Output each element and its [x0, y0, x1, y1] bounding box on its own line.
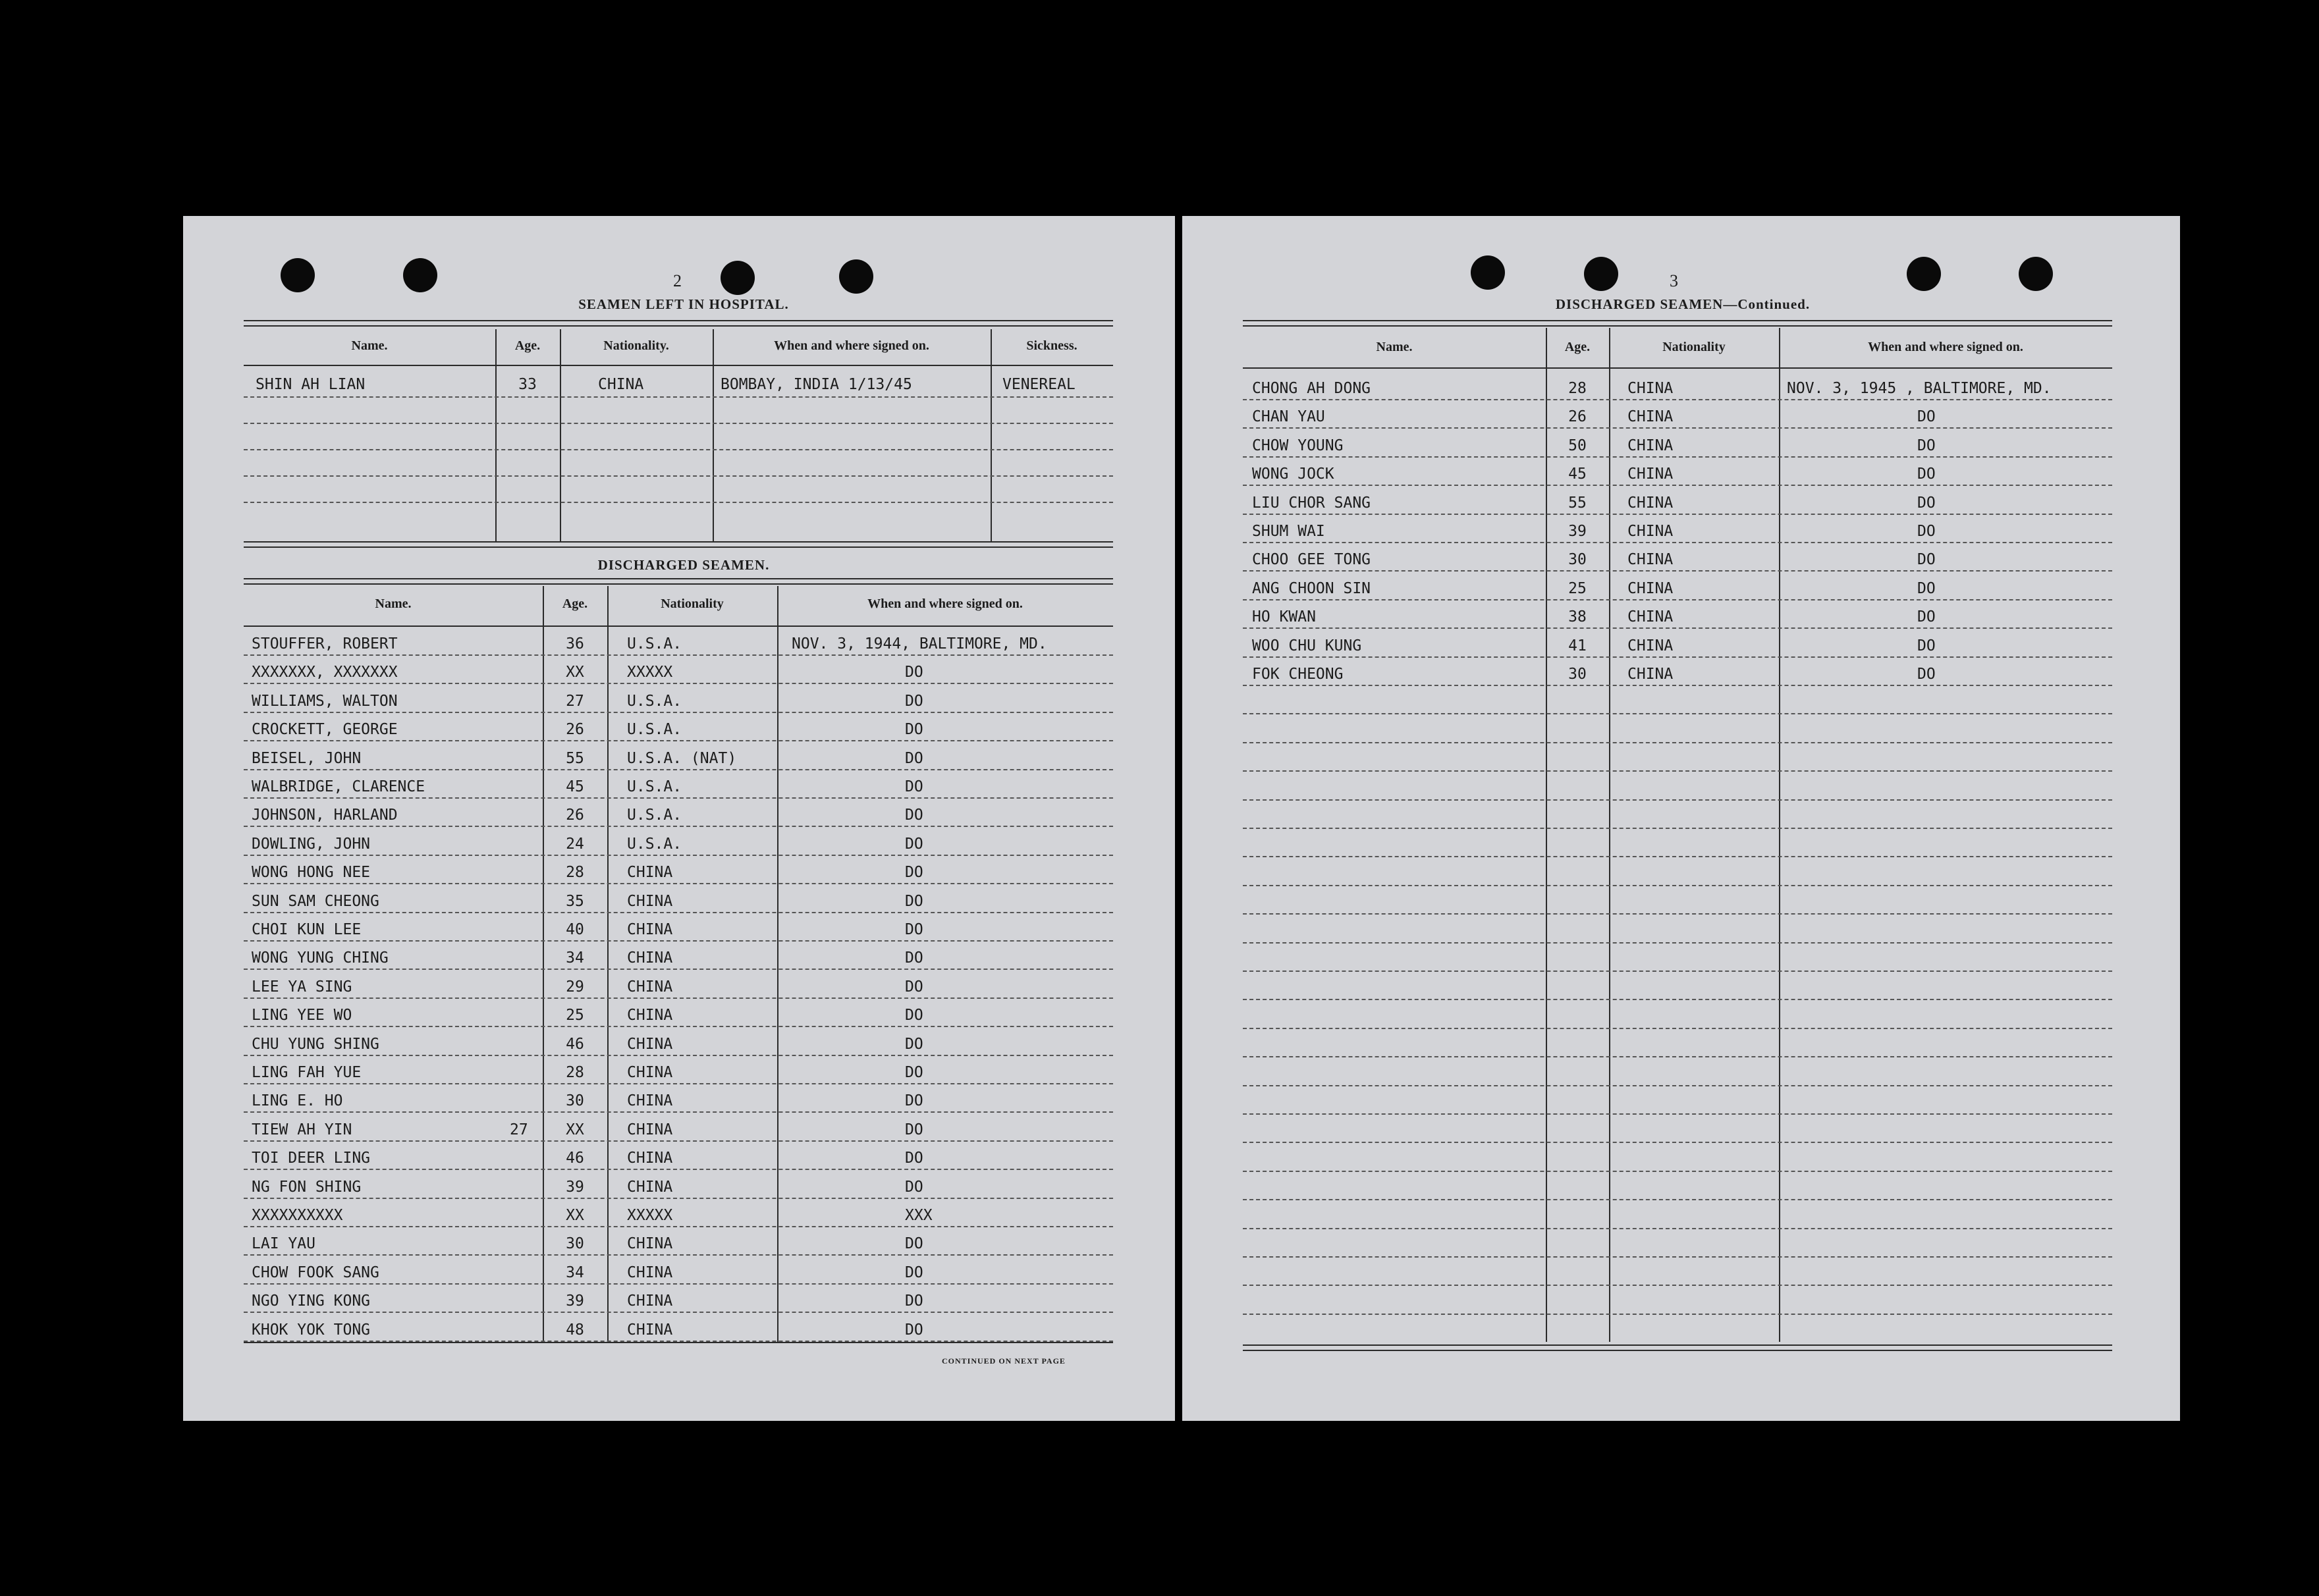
- seaman-age: 34: [566, 949, 584, 967]
- seaman-signed-on: DO: [905, 1007, 923, 1024]
- seaman-signed-on: DO: [905, 978, 923, 996]
- row-rule: [244, 998, 1113, 999]
- seaman-name: SHUM WAI: [1252, 523, 1325, 540]
- hospital-name: SHIN AH LIAN: [256, 376, 366, 393]
- seaman-age: XX: [566, 1207, 584, 1224]
- seaman-nationality: CHINA: [627, 1064, 673, 1081]
- punch-hole: [2019, 257, 2053, 291]
- seaman-nationality: CHINA: [627, 1150, 673, 1167]
- row-rule: [244, 1254, 1113, 1256]
- row-rule: [244, 1083, 1113, 1084]
- row-rule: [1243, 485, 2112, 486]
- seaman-signed-on: DO: [905, 721, 923, 738]
- row-rule: [1243, 1256, 2112, 1258]
- seaman-name: TIEW AH YIN: [252, 1121, 352, 1138]
- seaman-name: JOHNSON, HARLAND: [252, 807, 398, 824]
- seaman-signed-on: DO: [1917, 551, 1936, 568]
- seaman-nationality: CHINA: [627, 978, 673, 996]
- seaman-name: NG FON SHING: [252, 1179, 362, 1196]
- row-rule: [244, 1312, 1113, 1313]
- row-rule: [244, 1198, 1113, 1199]
- row-rule: [1243, 1171, 2112, 1172]
- seaman-name: LING FAH YUE: [252, 1064, 362, 1081]
- seaman-signed-on: DO: [905, 949, 923, 967]
- row-rule: [1243, 971, 2112, 972]
- seaman-nationality: CHINA: [1627, 637, 1674, 654]
- seaman-signed-on: DO: [905, 1179, 923, 1196]
- seaman-age: 29: [566, 978, 584, 996]
- row-rule: [1243, 1085, 2112, 1086]
- seaman-signed-on: DO: [905, 1150, 923, 1167]
- row-rule: [244, 1026, 1113, 1027]
- seaman-age: 36: [566, 635, 584, 652]
- seaman-name: SUN SAM CHEONG: [252, 893, 379, 910]
- seaman-nationality: CHINA: [627, 1036, 673, 1053]
- row-rule: [244, 740, 1113, 741]
- seaman-nationality: U.S.A.: [627, 807, 682, 824]
- hospital-header-nationality: Nationality.: [603, 338, 669, 353]
- age-note: 27: [510, 1121, 528, 1138]
- seaman-name: KHOK YOK TONG: [252, 1321, 371, 1339]
- seaman-signed-on: DO: [1917, 637, 1936, 654]
- seaman-signed-on: DO: [1917, 408, 1936, 425]
- seaman-age: 45: [1568, 466, 1587, 483]
- seaman-nationality: CHINA: [627, 1179, 673, 1196]
- discharged-header-nationality: Nationality: [661, 597, 724, 611]
- seaman-name: CHOW FOOK SANG: [252, 1264, 379, 1281]
- seaman-name: BEISEL, JOHN: [252, 750, 362, 767]
- seaman-signed-on: DO: [905, 893, 923, 910]
- seaman-nationality: CHINA: [627, 949, 673, 967]
- seaman-nationality: CHINA: [627, 1007, 673, 1024]
- row-rule: [1243, 799, 2112, 801]
- seaman-name: WALBRIDGE, CLARENCE: [252, 778, 425, 795]
- seaman-age: 34: [566, 1264, 584, 1281]
- seaman-name: CROCKETT, GEORGE: [252, 721, 398, 738]
- seaman-nationality: CHINA: [1627, 408, 1674, 425]
- seaman-nationality: CHINA: [1627, 666, 1674, 683]
- seaman-age: 55: [566, 750, 584, 767]
- row-rule: [1243, 1314, 2112, 1315]
- hospital-age: 33: [518, 376, 537, 393]
- discharged-header-name: Name.: [375, 597, 412, 611]
- seaman-age: 45: [566, 778, 584, 795]
- seaman-signed-on: DO: [905, 1321, 923, 1339]
- seaman-age: 30: [1568, 551, 1587, 568]
- hospital-section-title: SEAMEN LEFT IN HOSPITAL.: [578, 296, 789, 312]
- row-rule: [244, 1226, 1113, 1227]
- seaman-name: TOI DEER LING: [252, 1150, 371, 1167]
- seaman-age: 39: [566, 1292, 584, 1310]
- row-rule: [244, 826, 1113, 827]
- hospital-header-signed-on: When and where signed on.: [774, 338, 929, 353]
- page-number: 2: [673, 271, 682, 290]
- seaman-signed-on: DO: [1917, 608, 1936, 625]
- seaman-nationality: CHINA: [627, 1321, 673, 1339]
- seaman-nationality: CHINA: [1627, 551, 1674, 568]
- seaman-nationality: U.S.A.: [627, 693, 682, 710]
- row-rule: [244, 1169, 1113, 1170]
- row-rule: [1243, 742, 2112, 743]
- row-rule: [244, 855, 1113, 856]
- row-rule: [1243, 456, 2112, 458]
- seaman-age: 24: [566, 836, 584, 853]
- seaman-nationality: CHINA: [1627, 437, 1674, 454]
- seaman-age: 41: [1568, 637, 1587, 654]
- seaman-signed-on: DO: [905, 836, 923, 853]
- seaman-nationality: CHINA: [627, 893, 673, 910]
- hospital-header-sickness: Sickness.: [1026, 338, 1078, 353]
- seaman-age: 30: [1568, 666, 1587, 683]
- row-rule: [244, 883, 1113, 884]
- seaman-signed-on: DO: [905, 1064, 923, 1081]
- continued-header-signed-on: When and where signed on.: [1868, 340, 2023, 354]
- seaman-age: 28: [566, 1064, 584, 1081]
- seaman-name: DOWLING, JOHN: [252, 836, 371, 853]
- seaman-age: 38: [1568, 608, 1587, 625]
- seaman-signed-on: DO: [905, 1235, 923, 1252]
- seaman-name: WONG YUNG CHING: [252, 949, 389, 967]
- row-rule: [1243, 828, 2112, 829]
- row-rule: [244, 683, 1113, 684]
- seaman-nationality: CHINA: [627, 864, 673, 881]
- row-rule: [1243, 514, 2112, 515]
- row-rule: [1243, 685, 2112, 686]
- seaman-nationality: CHINA: [627, 1121, 673, 1138]
- continued-header-name: Name.: [1376, 340, 1413, 354]
- seaman-name: CHOW YOUNG: [1252, 437, 1344, 454]
- seaman-name: CHU YUNG SHING: [252, 1036, 379, 1053]
- seaman-nationality: CHINA: [627, 1292, 673, 1310]
- seaman-signed-on: NOV. 3, 1945 , BALTIMORE, MD.: [1787, 380, 2052, 397]
- seaman-age: 39: [566, 1179, 584, 1196]
- row-rule: [244, 1140, 1113, 1142]
- row-rule: [1243, 999, 2112, 1000]
- seaman-signed-on: DO: [1917, 437, 1936, 454]
- row-rule: [1243, 570, 2112, 572]
- seaman-signed-on: XXX: [905, 1207, 933, 1224]
- discharged-section-title: DISCHARGED SEAMEN.: [597, 557, 770, 573]
- left-page: [183, 216, 1175, 1421]
- seaman-signed-on: DO: [905, 664, 923, 681]
- seaman-age: 25: [566, 1007, 584, 1024]
- seaman-age: 26: [1568, 408, 1587, 425]
- seaman-signed-on: DO: [905, 1092, 923, 1109]
- seaman-age: 28: [1568, 380, 1587, 397]
- row-rule: [244, 654, 1113, 656]
- seaman-nationality: U.S.A. (NAT): [627, 750, 737, 767]
- row-rule: [1243, 656, 2112, 658]
- row-rule: [1243, 885, 2112, 886]
- row-rule: [1243, 599, 2112, 600]
- row-rule: [1243, 1199, 2112, 1200]
- seaman-age: 28: [566, 864, 584, 881]
- seaman-name: CHOI KUN LEE: [252, 921, 362, 938]
- punch-hole: [1584, 257, 1618, 291]
- row-rule: [1243, 1285, 2112, 1286]
- seaman-signed-on: DO: [905, 807, 923, 824]
- seaman-nationality: U.S.A.: [627, 721, 682, 738]
- seaman-signed-on: DO: [905, 750, 923, 767]
- seaman-name: LEE YA SING: [252, 978, 352, 996]
- seaman-nationality: CHINA: [1627, 380, 1674, 397]
- seaman-nationality: XXXXX: [627, 1207, 673, 1224]
- hospital-sickness: VENEREAL: [1002, 376, 1076, 393]
- row-rule: [1243, 427, 2112, 429]
- seaman-signed-on: DO: [1917, 466, 1936, 483]
- seaman-nationality: CHINA: [1627, 494, 1674, 512]
- seaman-signed-on: DO: [905, 921, 923, 938]
- punch-hole: [1471, 255, 1505, 290]
- seaman-name: WOO CHU KUNG: [1252, 637, 1362, 654]
- seaman-nationality: CHINA: [627, 1092, 673, 1109]
- row-rule: [1243, 713, 2112, 714]
- row-rule: [1243, 1056, 2112, 1057]
- seaman-age: 26: [566, 807, 584, 824]
- seaman-age: XX: [566, 1121, 584, 1138]
- hospital-nationality: CHINA: [598, 376, 644, 393]
- seaman-name: CHOO GEE TONG: [1252, 551, 1371, 568]
- seaman-nationality: CHINA: [1627, 523, 1674, 540]
- seaman-nationality: U.S.A.: [627, 635, 682, 652]
- continued-header-nationality: Nationality: [1662, 340, 1726, 354]
- row-rule: [244, 969, 1113, 970]
- row-rule: [1243, 399, 2112, 400]
- row-rule: [1243, 1228, 2112, 1229]
- page-number: 3: [1670, 271, 1678, 290]
- row-rule: [244, 940, 1113, 942]
- seaman-name: ANG CHOON SIN: [1252, 580, 1371, 597]
- row-rule: [244, 912, 1113, 913]
- seaman-name: HO KWAN: [1252, 608, 1316, 625]
- seaman-nationality: U.S.A.: [627, 778, 682, 795]
- hospital-header-age: Age.: [514, 338, 541, 353]
- seaman-name: XXXXXXXXXX: [252, 1207, 343, 1224]
- seaman-name: LING YEE WO: [252, 1007, 352, 1024]
- seaman-age: 30: [566, 1092, 584, 1109]
- seaman-age: 46: [566, 1150, 584, 1167]
- continued-header-age: Age.: [1564, 340, 1591, 354]
- seaman-name: WONG JOCK: [1252, 466, 1334, 483]
- seaman-name: NGO YING KONG: [252, 1292, 371, 1310]
- hospital-signed-on: BOMBAY, INDIA 1/13/45: [721, 376, 912, 393]
- seaman-age: 39: [1568, 523, 1587, 540]
- seaman-name: XXXXXXX, XXXXXXX: [252, 664, 398, 681]
- seaman-age: 50: [1568, 437, 1587, 454]
- row-rule: [1243, 1142, 2112, 1143]
- seaman-age: 55: [1568, 494, 1587, 512]
- seaman-age: 35: [566, 893, 584, 910]
- discharged-continued-title: DISCHARGED SEAMEN—Continued.: [1555, 296, 1811, 312]
- row-rule: [1243, 770, 2112, 772]
- discharged-header-age: Age.: [562, 597, 588, 611]
- seaman-signed-on: DO: [1917, 523, 1936, 540]
- seaman-name: LAI YAU: [252, 1235, 315, 1252]
- punch-hole: [281, 258, 315, 292]
- seaman-name: WONG HONG NEE: [252, 864, 371, 881]
- seaman-age: 25: [1568, 580, 1587, 597]
- seaman-nationality: CHINA: [1627, 580, 1674, 597]
- seaman-signed-on: DO: [1917, 494, 1936, 512]
- row-rule: [1243, 627, 2112, 629]
- seaman-signed-on: DO: [905, 1292, 923, 1310]
- row-rule: [1243, 542, 2112, 543]
- seaman-name: CHONG AH DONG: [1252, 380, 1371, 397]
- seaman-nationality: CHINA: [1627, 608, 1674, 625]
- discharged-header-signed-on: When and where signed on.: [867, 597, 1023, 611]
- seaman-signed-on: DO: [1917, 666, 1936, 683]
- right-page: [1182, 216, 2180, 1421]
- seaman-signed-on: DO: [905, 693, 923, 710]
- seaman-nationality: U.S.A.: [627, 836, 682, 853]
- row-rule: [1243, 1028, 2112, 1029]
- seaman-signed-on: DO: [905, 1036, 923, 1053]
- row-rule: [1243, 856, 2112, 857]
- seaman-nationality: CHINA: [1627, 466, 1674, 483]
- row-rule: [244, 1055, 1113, 1056]
- row-rule: [244, 1111, 1113, 1113]
- seaman-name: CHAN YAU: [1252, 408, 1325, 425]
- seaman-age: 26: [566, 721, 584, 738]
- seaman-signed-on: DO: [1917, 580, 1936, 597]
- seaman-name: STOUFFER, ROBERT: [252, 635, 398, 652]
- punch-hole: [839, 259, 873, 294]
- seaman-age: 30: [566, 1235, 584, 1252]
- seaman-nationality: CHINA: [627, 1235, 673, 1252]
- row-rule: [1243, 942, 2112, 944]
- punch-hole: [1907, 257, 1941, 291]
- seaman-name: WILLIAMS, WALTON: [252, 693, 398, 710]
- seaman-nationality: CHINA: [627, 921, 673, 938]
- seaman-age: 27: [566, 693, 584, 710]
- row-rule: [244, 1283, 1113, 1285]
- seaman-name: LING E. HO: [252, 1092, 343, 1109]
- row-rule: [244, 769, 1113, 770]
- seaman-age: 46: [566, 1036, 584, 1053]
- seaman-age: XX: [566, 664, 584, 681]
- continued-footer: CONTINUED ON NEXT PAGE: [942, 1356, 1066, 1366]
- seaman-name: FOK CHEONG: [1252, 666, 1344, 683]
- seaman-nationality: CHINA: [627, 1264, 673, 1281]
- seaman-name: LIU CHOR SANG: [1252, 494, 1371, 512]
- seaman-signed-on: NOV. 3, 1944, BALTIMORE, MD.: [792, 635, 1047, 652]
- row-rule: [1243, 1113, 2112, 1115]
- seaman-age: 48: [566, 1321, 584, 1339]
- punch-hole: [721, 261, 755, 295]
- hospital-header-name: Name.: [351, 338, 388, 353]
- row-rule: [1243, 913, 2112, 915]
- seaman-signed-on: DO: [905, 864, 923, 881]
- seaman-age: 40: [566, 921, 584, 938]
- punch-hole: [403, 258, 437, 292]
- seaman-signed-on: DO: [905, 778, 923, 795]
- row-rule: [244, 712, 1113, 713]
- seaman-signed-on: DO: [905, 1121, 923, 1138]
- seaman-nationality: XXXXX: [627, 664, 673, 681]
- row-rule: [244, 797, 1113, 799]
- seaman-signed-on: DO: [905, 1264, 923, 1281]
